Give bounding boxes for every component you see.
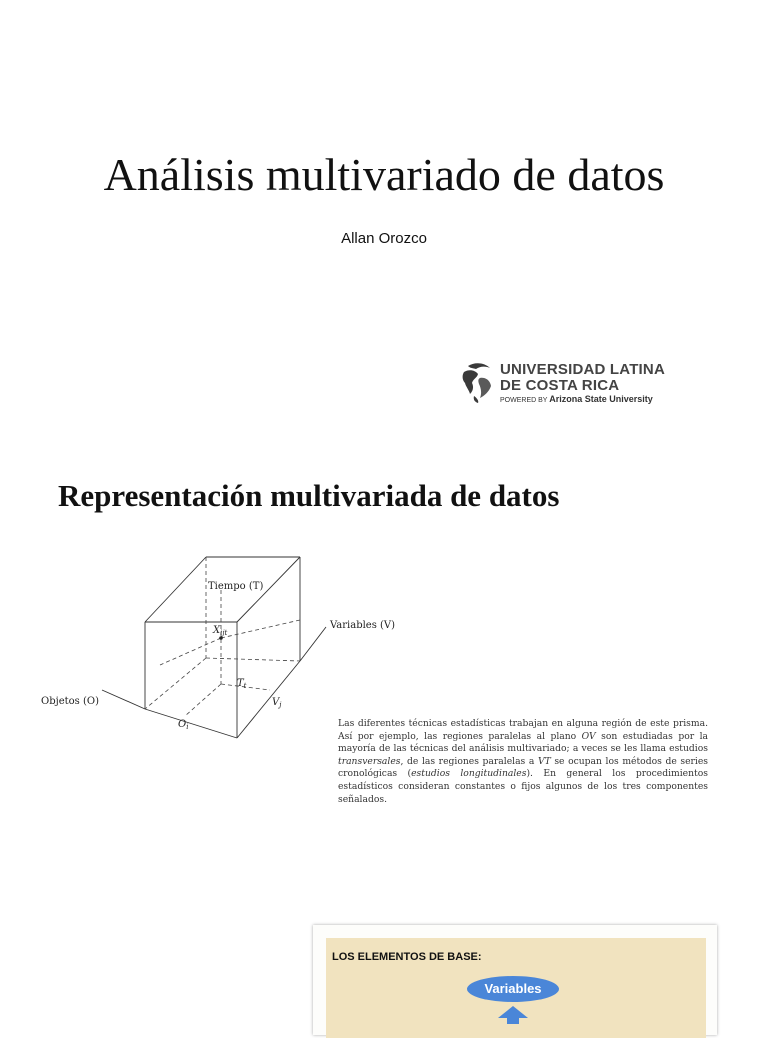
variable-point-label [272, 697, 282, 709]
description-paragraph [338, 718, 708, 806]
elements-heading: LOS ELEMENTOS DE BASE: [332, 951, 482, 963]
cell-label [212, 625, 228, 637]
object-point-label [178, 719, 188, 731]
logo-powered-by [500, 394, 653, 404]
cell-subscript: ijt [220, 629, 228, 637]
logo-line-2: DE COSTA RICA [500, 377, 620, 394]
paragraph-text-1: Las diferentes técnicas estadísticas trabajan en alguna región de este prisma. Así por ejemplo, las regiones paralelas al plano [338, 718, 708, 742]
paragraph-plane-vt: VT [537, 755, 551, 767]
variable-point-letter: V [272, 697, 280, 708]
variables-axis-label: Variables (V) [330, 620, 396, 631]
time-point-subscript: t [243, 682, 247, 690]
university-logo [460, 358, 680, 408]
time-point-letter: T [237, 678, 244, 689]
section-title: Representación multivariada de datos [58, 478, 560, 513]
objects-axis-label: Objetos (O) [41, 696, 99, 707]
powered-by-label: POWERED BY [500, 397, 548, 404]
paragraph-plane-ov: OV [581, 730, 596, 742]
variables-pill: Variables [467, 976, 559, 1002]
paragraph-text-3: , de las regiones paralelas a [400, 755, 538, 767]
page-title: Análisis multivariado de datos [103, 149, 665, 200]
paragraph-longitudinales: estudios longitudinales [411, 768, 527, 780]
object-point-letter: O [178, 719, 187, 730]
time-point-label [237, 678, 247, 690]
globe-icon [460, 360, 494, 404]
paragraph-text-2: son estudiadas por la mayoría de las técnicas del análisis multivariado; a veces se les llama estudios [338, 730, 708, 755]
paragraph-transversales: transversales [338, 755, 401, 767]
paragraph-text-4: se ocupan los métodos de series cronológicas ( [338, 755, 708, 780]
paragraph-text-5: ). En general los procedimientos estadísticos consideran constantes o fijos algunos de los tres componentes señalados. [338, 768, 708, 805]
time-axis-label: Tiempo (T) [208, 581, 264, 592]
variable-point-subscript: j [279, 701, 282, 709]
object-point-subscript: i [186, 723, 189, 731]
logo-line-1: UNIVERSIDAD LATINA [500, 361, 665, 378]
partner-name: Arizona State University [549, 394, 653, 404]
author-name: Allan Orozco [341, 230, 427, 247]
arrow-up-icon [498, 1006, 528, 1024]
cell-letter: X [213, 625, 221, 636]
